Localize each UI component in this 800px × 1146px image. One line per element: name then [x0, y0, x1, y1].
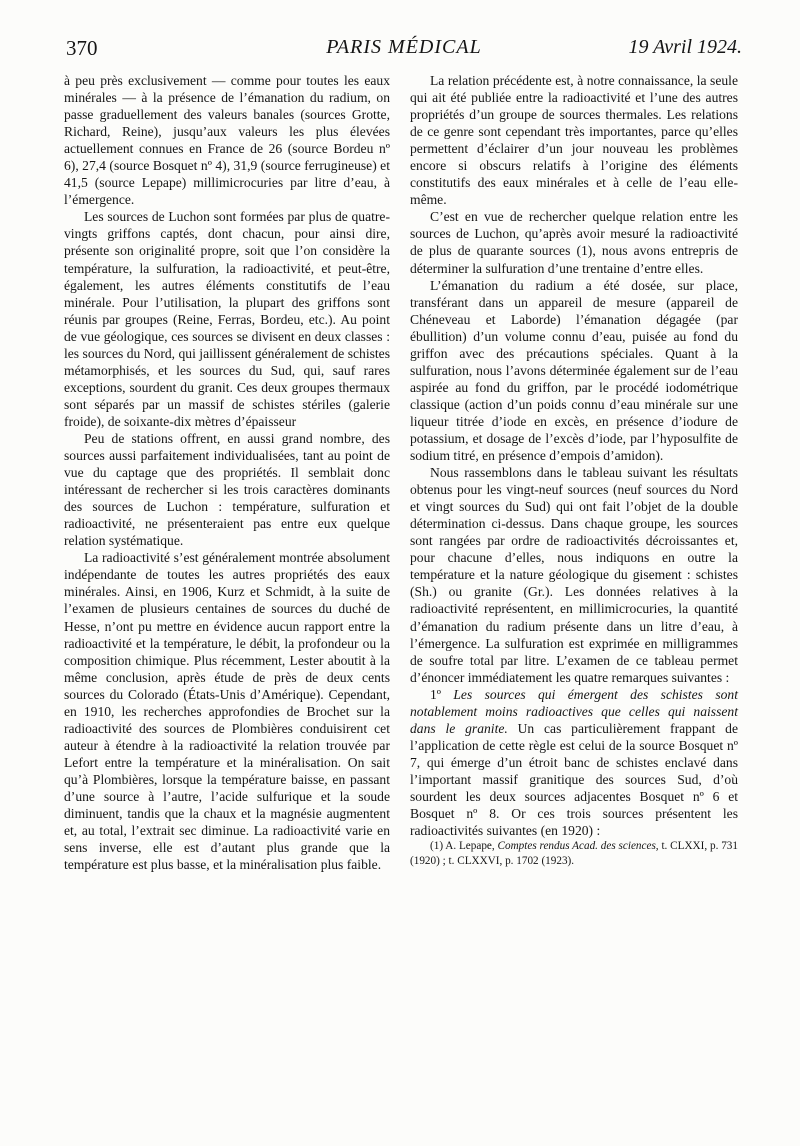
remark-number: 1º: [430, 686, 454, 702]
page-number: 370: [66, 36, 98, 60]
paragraph: à peu près exclusivement — comme pour toutes les eaux minérales — à la présence de l’émanation du radium, on passe graduellement des valeurs banales (sources Grotte, Richard, Reine), jusqu’aux valeurs les plus élevées actuellement connues en France de 26 (source Bordeu nº 6), 27,4 (source Bosquet nº 4), 31,9 (source ferrugineuse) et 41,5 (source Lepape) millimicrocuries par litre d’eau, à l’émergence.: [64, 73, 390, 208]
running-header: [66, 36, 742, 70]
footnote-journal: Comptes rendus Acad. des sciences,: [497, 840, 659, 853]
paragraph: L’émanation du radium a été dosée, sur place, transférant dans un appareil de mesure (appareil de Chéneveau et Laborde) l’émanation dégagée (par ébullition) d’un volume connu d’eau, puisée au fond du griffon avec des précautions spéciales. Quant à la sulfuration, nous l’avons déterminée également sur de l’eau aspirée au fond du griffon, par le procédé iodométrique classique (action d’un poids connu d’eau minérale sur une liqueur titrée d’iode en excès, en présence d’iodure de potassium, et dosage de l’excès d’iode, par l’hyposulfite de sodium titré, en présence d’empois d’amidon).: [410, 277, 738, 464]
footnote-author: (1) A. Lepape,: [430, 840, 498, 853]
paragraph: Les sources de Luchon sont formées par plus de quatre-vingts griffons captés, dont chacun, pour ainsi dire, présente son originalité propre, soit que l’on considère la température, la sulfuration, la radioactivité, et peut-être, également, les autres éléments constitutifs de l’eau minérale. Pour l’utilisation, la plupart des griffons sont réunis par groupes (Reine, Ferras, Bordeu, etc.). Au point de vue géologique, ces sources se divisent en deux classes : les sources du Nord, qui jaillissent généralement de schistes métamorphisés, et les sources du Sud, qui, sauf rares exceptions, sourdent du granit. Ces deux groupes thermaux sont séparés par un massif de schistes stériles (galerie froide), de soixante-dix mètres d’épaisseur: [64, 209, 390, 429]
remark-paragraph: [410, 686, 738, 839]
footnote-reference: t. CLXXI, p. 731 (1920) ; t. CLXXVI, p. 1702 (1923).: [410, 840, 738, 867]
remark-statement: Les sources qui émergent des schistes sont notablement moins radioactives que celles qui naissent dans le granite.: [410, 686, 738, 736]
remark-text: Un cas particulièrement frappant de l’application de cette règle est celui de la source Bosquet nº 7, qui émerge d’un étroit banc de schistes enclavé dans l’important massif granitique des sources Sud, d’où sourdent les deux sources adjacentes Bosquet nº 6 et Bosquet nº 8. Or ces trois sources présentent les radioactivités suivantes (en 1920) :: [410, 720, 738, 839]
right-column: [410, 72, 738, 868]
paragraph: Peu de stations offrent, en aussi grand nombre, des sources aussi parfaitement individualisées, tant au point de vue du captage que des propriétés. Il semblait donc intéressant de rechercher si les trois caractères dominants des sources de Luchon : température, sulfuration et radioactivité, ne présenteraient pas entre eux quelque relation systématique.: [64, 430, 390, 549]
paragraph: La radioactivité s’est généralement montrée absolument indépendante de toutes les autres propriétés des eaux minérales. Ainsi, en 1906, Kurz et Schmidt, à la suite de l’examen de plusieurs centaines de sources du duché de Hesse, n’ont pu mettre en évidence aucun rapport entre la radioactivité et la température, le débit, la profondeur ou la composition chimique. Plus récemment, Lester aboutit à la même conclusion, après étude de près de deux cents sources du Colorado (États-Unis d’Amérique). Cependant, en 1910, les recherches approfondies de Brochet sur la radioactivité des sources de Plombières conduisirent cet auteur à étendre à la radioactivité la relation trouvée par Lefort entre la température et la minéralisation. On sait qu’à Plombières, lorsque la température baisse, en passant d’une source à l’autre, l’acide sulfurique et la soude diminuent, tandis que la chaux et la magnésie augmentent et, au total, l’extrait sec diminue. La radioactivité varie en sens inverse, elle est d’autant plus grande que la température est plus basse, et la minéralisation plus faible.: [64, 550, 390, 873]
footnote: [410, 839, 738, 868]
left-column: [64, 72, 390, 873]
issue-date: 19 Avril 1924.: [628, 36, 742, 58]
paragraph: Nous rassemblons dans le tableau suivant les résultats obtenus pour les vingt-neuf sources (neuf sources du Nord et vingt sources du Sud) qui ont fait l’objet de la double détermination ci-dessus. Dans chaque groupe, les sources sont rangées par ordre de radioactivités décroissantes et, pour chacune d’elles, nous indiquons en outre la température et la nature géologique du gisement : schistes (Sh.) ou granite (Gr.). Les données relatives à la radioactivité représentent, en millimicrocuries, la quantité d’émanation du radium présente dans un litre d’eau, à l’émergence. La sulfuration est exprimée en milligrammes de soufre total par litre. L’examen de ce tableau permet d’énoncer immédiatement les quatre remarques suivantes :: [410, 465, 738, 685]
paragraph: La relation précédente est, à notre connaissance, la seule qui ait été publiée entre la radioactivité et l’une des autres propriétés d’un groupe de sources thermales. Les relations de ce genre sont cependant très importantes, parce qu’elles permettent d’éclairer d’un jour nouveau les problèmes encore si obscurs relatifs à l’origine des éléments constitutifs des eaux minérales et à celle de l’eau elle-même.: [410, 73, 738, 208]
paragraph: C’est en vue de rechercher quelque relation entre les sources de Luchon, qu’après avoir mesuré la radioactivité de plus de quarante sources (1), nous avons entrepris de déterminer la sulfuration d’une trentaine d’entre elles.: [410, 209, 738, 276]
journal-title: PARIS MÉDICAL: [326, 36, 482, 58]
